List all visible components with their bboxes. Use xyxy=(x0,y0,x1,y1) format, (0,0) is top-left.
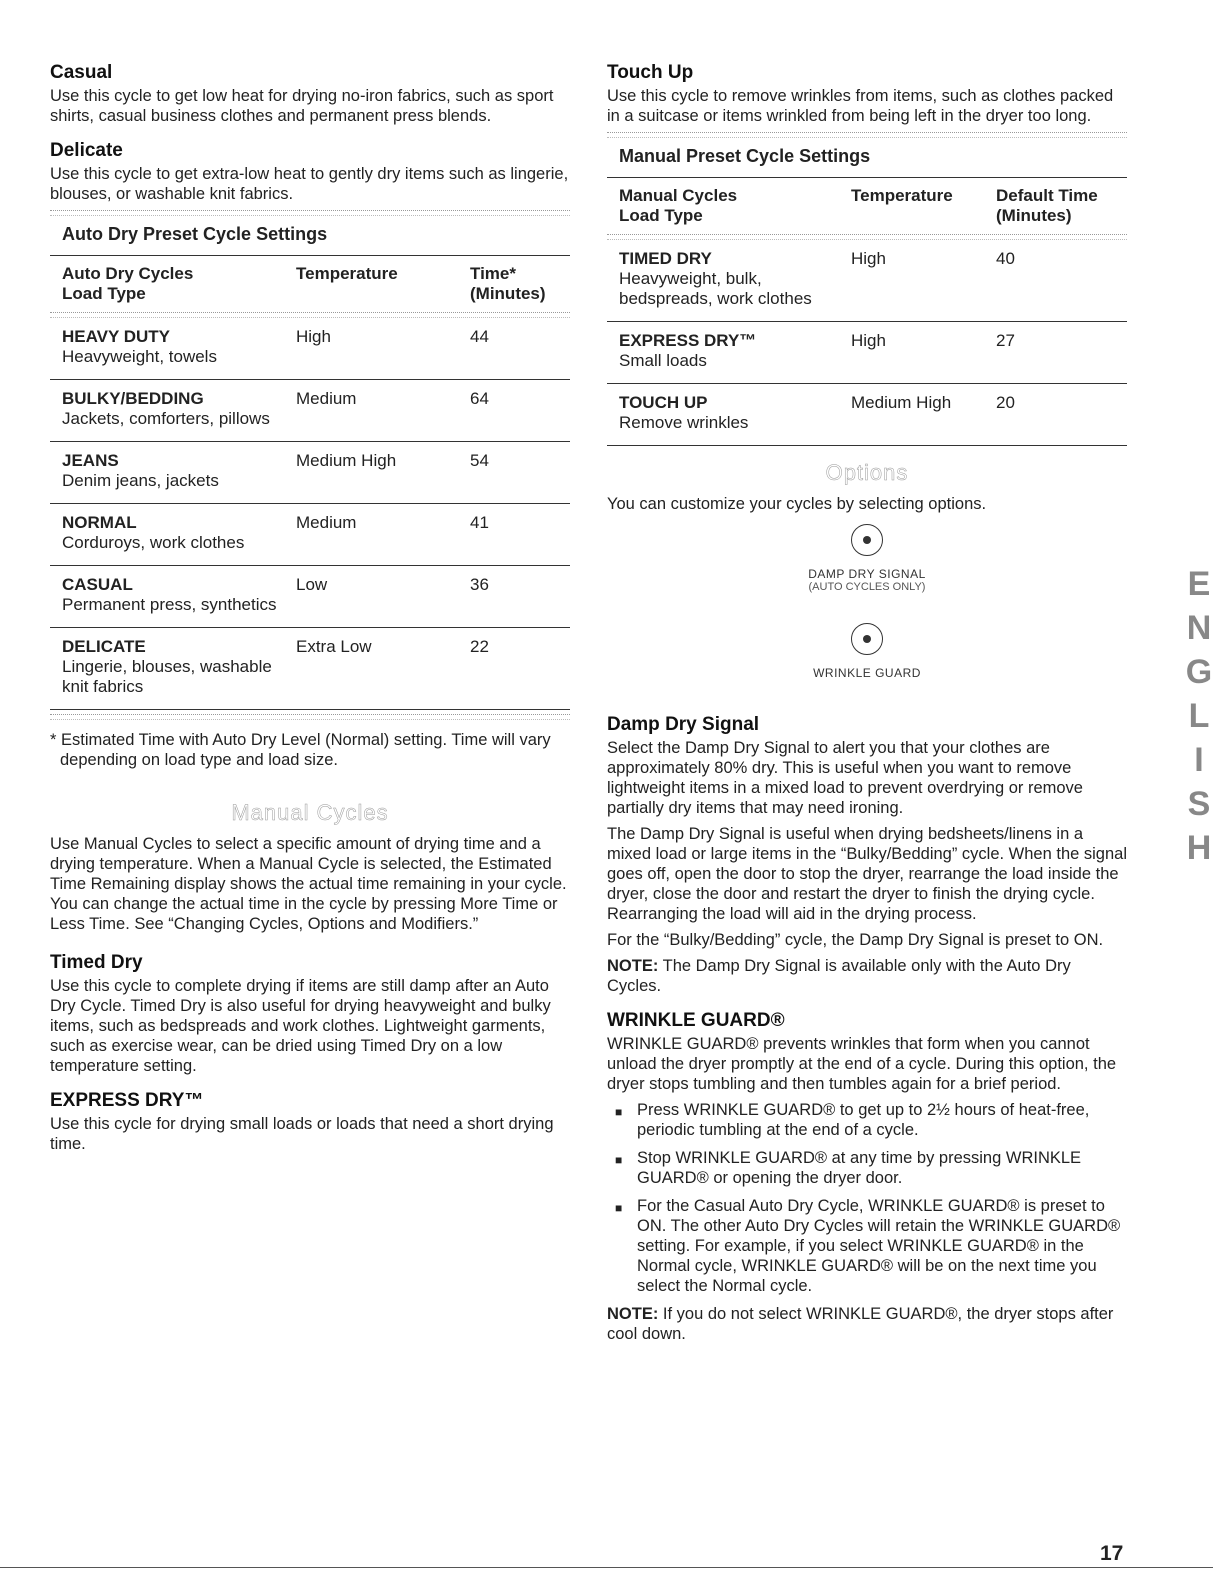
left-column xyxy=(50,62,570,1168)
touch-up-section xyxy=(607,62,1127,126)
divider xyxy=(607,132,1127,138)
load-type: Denim jeans, jackets xyxy=(62,471,219,490)
time-cell: 36 xyxy=(470,575,489,594)
manual-table-title: Manual Preset Cycle Settings xyxy=(607,140,1127,178)
express-dry-section xyxy=(50,1090,570,1154)
load-type: Jackets, comforters, pillows xyxy=(62,409,270,428)
touch-up-heading: Touch Up xyxy=(607,62,694,83)
cycle-name: EXPRESS DRY™ xyxy=(619,331,757,350)
cycle-name: DELICATE xyxy=(62,637,146,656)
damp-dry-option[interactable] xyxy=(607,524,1127,593)
header-temperature: Temperature xyxy=(851,186,953,205)
damp-dry-p3: For the “Bulky/Bedding” cycle, the Damp Dry Signal is preset to ON. xyxy=(607,931,1104,949)
time-cell: 44 xyxy=(470,327,489,346)
manual-cycles-text: Use Manual Cycles to select a specific amount of drying time and a drying temperature. When a Manual Cycle is selected, the Estimated Time Remaining display shows the actual time remaining in your cycle. You can change the actual time in the cycle by pressing More Time or Less Time. See “Changing Cycles, Options and Modifiers.” xyxy=(50,835,567,933)
load-type: Heavyweight, towels xyxy=(62,347,217,366)
temperature-cell: High xyxy=(851,331,886,350)
auto-dry-rows xyxy=(50,318,570,710)
wrinkle-guard-label: WRINKLE GUARD xyxy=(813,666,921,680)
cycle-name: BULKY/BEDDING xyxy=(62,389,204,408)
manual-table xyxy=(607,140,1127,446)
auto-dry-table xyxy=(50,218,570,720)
side-tab-letter: E xyxy=(1187,565,1211,603)
wrinkle-guard-list xyxy=(607,1100,1127,1296)
side-tab-letter: S xyxy=(1187,785,1211,823)
options-heading: Options xyxy=(825,460,909,485)
table-row xyxy=(50,318,570,380)
manual-cycles-heading: Manual Cycles xyxy=(231,800,389,825)
touch-up-text: Use this cycle to remove wrinkles from items, such as clothes packed in a suitcase or items wrinkled from being left in the dryer too long. xyxy=(607,87,1114,125)
express-dry-heading: EXPRESS DRY™ xyxy=(50,1090,204,1111)
bottom-rule xyxy=(0,1567,1213,1568)
cycle-cell xyxy=(62,327,296,367)
load-type: Small loads xyxy=(619,351,707,370)
damp-dry-label: DAMP DRY SIGNAL xyxy=(808,567,926,581)
header-cycles: Manual Cycles xyxy=(619,186,738,205)
table-row xyxy=(50,442,570,504)
manual-rows xyxy=(607,240,1127,446)
load-type: Heavyweight, bulk, bedspreads, work clothes xyxy=(619,269,812,308)
delicate-section xyxy=(50,140,570,204)
divider xyxy=(50,210,570,216)
damp-dry-signal-icon[interactable] xyxy=(851,524,883,556)
table-row xyxy=(607,384,1127,446)
header-cycles: Auto Dry Cycles xyxy=(62,264,194,283)
header-minutes: (Minutes) xyxy=(470,284,546,303)
cycle-cell xyxy=(619,331,851,371)
casual-heading: Casual xyxy=(50,62,113,83)
note-label: NOTE: xyxy=(607,957,659,975)
header-time: Time* xyxy=(470,264,516,283)
time-cell: 20 xyxy=(996,393,1015,412)
damp-dry-section xyxy=(607,714,1127,996)
divider xyxy=(50,714,570,720)
header-temperature: Temperature xyxy=(296,264,398,283)
load-type: Corduroys, work clothes xyxy=(62,533,245,552)
cycle-cell xyxy=(62,513,296,553)
wrinkle-guard-note xyxy=(607,1304,1127,1344)
damp-dry-note xyxy=(607,956,1127,996)
header-default-time: Default Time xyxy=(996,186,1098,205)
header-minutes: (Minutes) xyxy=(996,206,1072,225)
timed-dry-text: Use this cycle to complete drying if items are still damp after an Auto Dry Cycle. Timed Dry is also useful for drying heavyweight and bulky items, such as bedspreads and work clothes. Lightweight garments, such as exercise wear, can be dried using Timed Dry on a low temperature setting. xyxy=(50,977,551,1075)
cycle-name: NORMAL xyxy=(62,513,137,532)
cycle-cell xyxy=(62,575,296,615)
wrinkle-guard-heading: WRINKLE GUARD® xyxy=(607,1010,785,1031)
footnote: * Estimated Time with Auto Dry Level (Normal) setting. Time will vary depending on load type and load size. xyxy=(50,731,551,769)
page-number: 17 xyxy=(1100,1542,1124,1565)
auto-dry-table-header xyxy=(50,256,570,310)
wrinkle-guard-option[interactable] xyxy=(607,623,1127,680)
time-cell: 27 xyxy=(996,331,1015,350)
wrinkle-guard-icon[interactable] xyxy=(851,623,883,655)
damp-dry-p1: Select the Damp Dry Signal to alert you that your clothes are approximately 80% dry. This is useful when you want to remove lightweight items in a mixed load to prevent overdrying or remove partially dry items that may need ironing. xyxy=(607,739,1083,817)
express-dry-text: Use this cycle for drying small loads or loads that need a short drying time. xyxy=(50,1115,554,1153)
load-type: Lingerie, blouses, washable knit fabrics xyxy=(62,657,272,696)
table-row xyxy=(607,322,1127,384)
wrinkle-guard-section xyxy=(607,1010,1127,1344)
time-cell: 41 xyxy=(470,513,489,532)
note-text: If you do not select WRINKLE GUARD®, the dryer stops after cool down. xyxy=(607,1305,1114,1343)
table-row xyxy=(50,504,570,566)
side-tab-letter: G xyxy=(1185,653,1213,691)
delicate-heading: Delicate xyxy=(50,140,123,161)
options-intro: You can customize your cycles by selecting options. xyxy=(607,495,987,513)
temperature-cell: High xyxy=(296,327,331,346)
load-type: Permanent press, synthetics xyxy=(62,595,277,614)
right-column xyxy=(607,62,1127,1358)
cycle-name: TIMED DRY xyxy=(619,249,712,268)
time-cell: 54 xyxy=(470,451,489,470)
timed-dry-section xyxy=(50,952,570,1076)
temperature-cell: Medium High xyxy=(851,393,952,412)
table-row xyxy=(50,628,570,710)
temperature-cell: Low xyxy=(296,575,328,594)
cycle-cell xyxy=(619,249,851,309)
table-row xyxy=(50,380,570,442)
table-row xyxy=(50,566,570,628)
time-cell: 22 xyxy=(470,637,489,656)
note-text: The Damp Dry Signal is available only with the Auto Dry Cycles. xyxy=(607,957,1071,995)
cycle-name: TOUCH UP xyxy=(619,393,708,412)
auto-dry-table-title: Auto Dry Preset Cycle Settings xyxy=(50,218,570,256)
table-row xyxy=(607,240,1127,322)
cycle-cell xyxy=(619,393,851,433)
temperature-cell: Medium xyxy=(296,389,357,408)
time-cell: 64 xyxy=(470,389,489,408)
temperature-cell: Extra Low xyxy=(296,637,372,656)
damp-dry-heading: Damp Dry Signal xyxy=(607,714,760,735)
note-label: NOTE: xyxy=(607,1305,659,1323)
temperature-cell: Medium High xyxy=(296,451,397,470)
delicate-text: Use this cycle to get extra-low heat to gently dry items such as lingerie, blouses, or washable knit fabrics. xyxy=(50,165,569,203)
time-cell: 40 xyxy=(996,249,1015,268)
temperature-cell: High xyxy=(851,249,886,268)
manual-table-header xyxy=(607,178,1127,232)
temperature-cell: Medium xyxy=(296,513,357,532)
list-item: ■ For the Casual Auto Dry Cycle, WRINKLE GUARD® is preset to ON. The other Auto Dry Cycles will retain the WRINKLE GUARD® setting. For example, if you select WRINKLE GUARD® in the Normal cycle, WRINKLE GUARD® will be on the next time you select the Normal cycle. xyxy=(607,1196,1127,1296)
casual-section xyxy=(50,62,570,126)
cycle-cell xyxy=(62,451,296,491)
wrinkle-guard-p1: WRINKLE GUARD® prevents wrinkles that form when you cannot unload the dryer promptly at the end of a cycle. During this option, the dryer stops tumbling and then tumbles again for a brief period. xyxy=(607,1035,1117,1093)
side-tab-letter: I xyxy=(1194,741,1204,779)
casual-text: Use this cycle to get low heat for drying no-iron fabrics, such as sport shirts, casual business clothes and permanent press blends. xyxy=(50,87,554,125)
timed-dry-heading: Timed Dry xyxy=(50,952,143,973)
cycle-name: CASUAL xyxy=(62,575,133,594)
header-load: Load Type xyxy=(62,284,146,303)
load-type: Remove wrinkles xyxy=(619,413,749,432)
cycle-name: JEANS xyxy=(62,451,119,470)
english-side-tab xyxy=(1183,562,1213,867)
cycle-cell xyxy=(62,637,296,697)
cycle-name: HEAVY DUTY xyxy=(62,327,171,346)
side-tab-letter: L xyxy=(1188,697,1210,735)
list-item: ■ Stop WRINKLE GUARD® at any time by pressing WRINKLE GUARD® or opening the dryer door. xyxy=(607,1148,1127,1188)
cycle-cell xyxy=(62,389,296,429)
header-load: Load Type xyxy=(619,206,703,225)
damp-dry-p2: The Damp Dry Signal is useful when drying bedsheets/linens in a mixed load or large items in the “Bulky/Bedding” cycle. When the signal goes off, open the door to stop the dryer, rearrange the load inside the dryer, close the door and restart the dryer to finish the drying cycle. Rearranging the load will aid in the drying process. xyxy=(607,825,1127,923)
list-item: ■ Press WRINKLE GUARD® to get up to 2½ hours of heat-free, periodic tumbling at the end of a cycle. xyxy=(607,1100,1127,1140)
side-tab-letter: H xyxy=(1186,829,1212,867)
damp-dry-sub: (AUTO CYCLES ONLY) xyxy=(808,581,926,593)
side-tab-letter: N xyxy=(1186,609,1212,647)
